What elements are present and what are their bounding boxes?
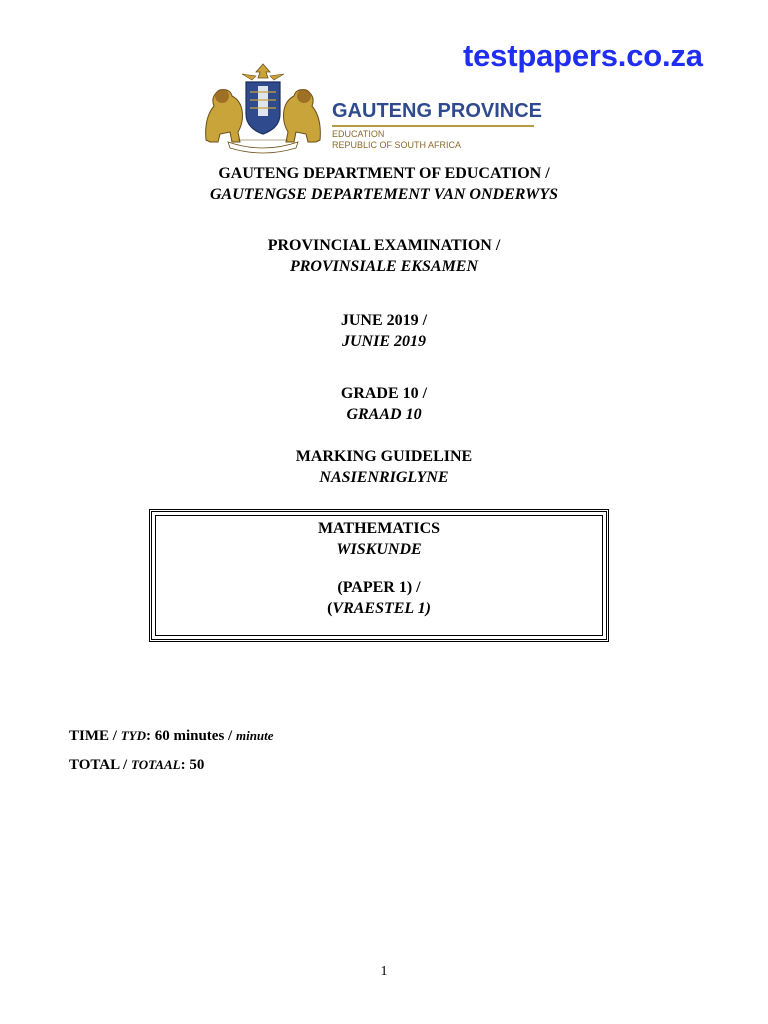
department-af: GAUTENGSE DEPARTEMENT VAN ONDERWYS — [209, 186, 559, 203]
logo-subtitle-country: REPUBLIC OF SOUTH AFRICA — [332, 140, 462, 150]
date-en: JUNE 2019 / — [340, 312, 428, 329]
exam-en: PROVINCIAL EXAMINATION / — [267, 237, 501, 254]
grade-af: GRAAD 10 — [346, 406, 422, 423]
gauteng-logo — [198, 62, 543, 154]
grade-en: GRADE 10 / — [340, 385, 428, 402]
total-label: TOTAL / — [69, 757, 131, 773]
grade-heading — [0, 383, 768, 425]
exam-heading — [0, 235, 768, 277]
paper-en: (PAPER 1) / — [337, 579, 421, 596]
date-heading — [0, 310, 768, 352]
doc-type-af: NASIENRIGLYNE — [319, 469, 449, 486]
doc-type-en: MARKING GUIDELINE — [295, 448, 473, 465]
time-label: TIME / — [69, 728, 121, 744]
time-line — [69, 728, 274, 745]
total-value: : 50 — [180, 757, 205, 773]
logo-title: GAUTENG PROVINCE — [332, 100, 543, 122]
time-unit-af: minute — [235, 728, 274, 743]
logo-subtitle-education: EDUCATION — [332, 129, 385, 139]
paper-af-text: VRAESTEL 1) — [332, 600, 431, 617]
subject-box — [149, 509, 609, 642]
exam-af: PROVINSIALE EKSAMEN — [289, 258, 479, 275]
page-number: 1 — [380, 964, 388, 979]
paper-af-paren: ( — [327, 600, 333, 617]
subject-af: WISKUNDE — [336, 541, 422, 558]
subject-en: MATHEMATICS — [317, 520, 441, 537]
department-heading — [0, 163, 768, 205]
date-af: JUNIE 2019 — [341, 333, 426, 350]
watermark-site: testpapers.co.za — [463, 38, 703, 73]
total-line — [69, 757, 204, 774]
paper-af — [152, 598, 606, 619]
time-value: : 60 minutes / — [145, 728, 236, 744]
total-label-af: TOTAAL — [130, 757, 181, 772]
doc-type-heading — [0, 446, 768, 488]
coat-of-arms-icon — [198, 62, 328, 154]
department-en: GAUTENG DEPARTMENT OF EDUCATION / — [218, 165, 550, 182]
logo-divider — [332, 125, 534, 127]
time-label-af: TYD — [120, 728, 146, 743]
